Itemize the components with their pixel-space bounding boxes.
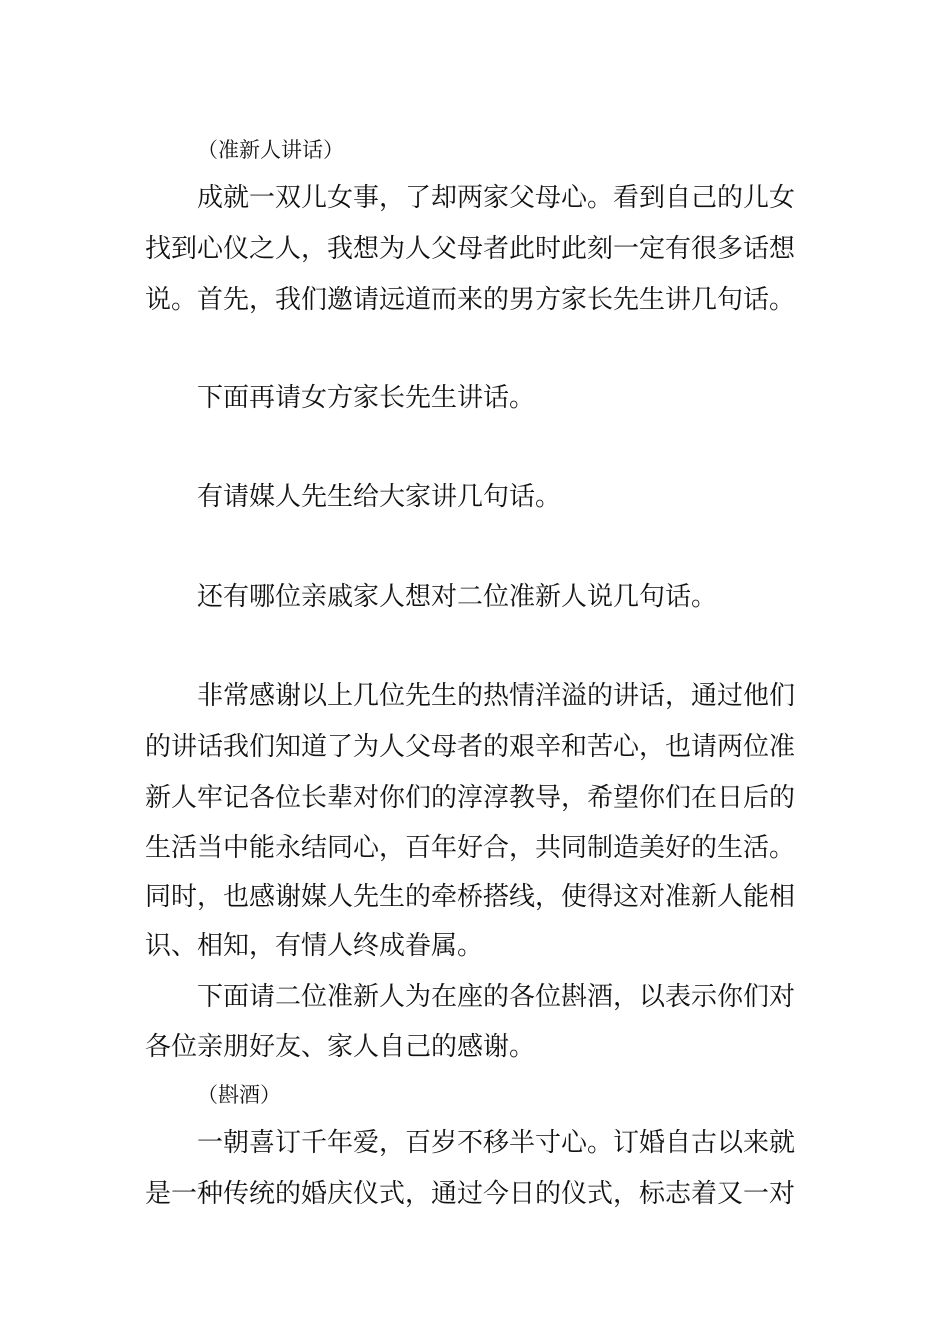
paragraph-6-line-2: 各位亲朋好友、家人自己的感谢。 bbox=[145, 1032, 536, 1062]
paragraph-1-line-1: 成就一双儿女事，了却两家父母心。看到自己的儿女 bbox=[197, 183, 796, 213]
paragraph-4: 还有哪位亲戚家人想对二位准新人说几句话。 bbox=[197, 582, 718, 612]
stage-direction-pour-wine: （斟酒） bbox=[197, 1083, 281, 1107]
paragraph-1-line-3: 说。首先，我们邀请远道而来的男方家长先生讲几句话。 bbox=[145, 285, 796, 315]
paragraph-2: 下面再请女方家长先生讲话。 bbox=[197, 383, 536, 413]
stage-direction-speech: （准新人讲话） bbox=[197, 138, 344, 162]
paragraph-5-line-5: 同时，也感谢媒人先生的牵桥搭线，使得这对准新人能相 bbox=[145, 882, 796, 912]
paragraph-7-line-2: 是一种传统的婚庆仪式，通过今日的仪式，标志着又一对 bbox=[145, 1179, 796, 1209]
paragraph-3: 有请媒人先生给大家讲几句话。 bbox=[197, 482, 562, 512]
paragraph-5-line-6: 识、相知，有情人终成眷属。 bbox=[145, 931, 484, 961]
paragraph-1-line-2: 找到心仪之人，我想为人父母者此时此刻一定有很多话想 bbox=[145, 234, 796, 264]
paragraph-5-line-4: 生活当中能永结同心，百年好合，共同制造美好的生活。 bbox=[145, 833, 796, 863]
paragraph-5-line-2: 的讲话我们知道了为人父母者的艰辛和苦心，也请两位准 bbox=[145, 732, 796, 762]
paragraph-5-line-3: 新人牢记各位长辈对你们的淳淳教导，希望你们在日后的 bbox=[145, 783, 796, 813]
paragraph-7-line-1: 一朝喜订千年爱，百岁不移半寸心。订婚自古以来就 bbox=[197, 1128, 796, 1158]
paragraph-5-line-1: 非常感谢以上几位先生的热情洋溢的讲话，通过他们 bbox=[197, 681, 796, 711]
paragraph-6-line-1: 下面请二位准新人为在座的各位斟酒，以表示你们对 bbox=[197, 982, 796, 1012]
